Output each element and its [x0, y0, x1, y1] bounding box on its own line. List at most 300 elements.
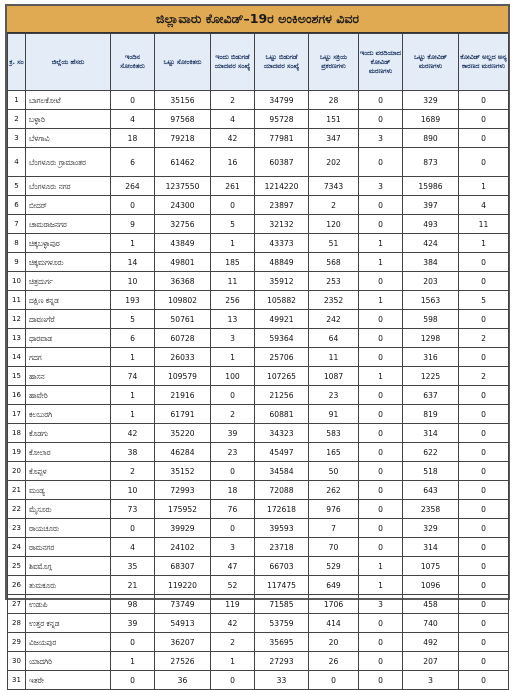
table-row	[8, 671, 509, 690]
cell-active-cases: 23	[309, 386, 359, 405]
cell-district-name: ದಕ್ಷಿಣ ಕನ್ನಡ	[26, 291, 111, 310]
cell-total-deaths: 740	[403, 614, 459, 633]
cell-today-cases: 1	[111, 405, 155, 424]
cell-total-cases: 46284	[155, 443, 211, 462]
cell-today-cases: 74	[111, 367, 155, 386]
cell-today-discharged: 42	[211, 614, 255, 633]
cell-active-cases: 120	[309, 215, 359, 234]
cell-today-deaths: 0	[359, 614, 403, 633]
cell-today-cases: 39	[111, 614, 155, 633]
cell-total-discharged: 35695	[255, 633, 309, 652]
cell-district-name: ಬಳ್ಳಾರಿ	[26, 110, 111, 129]
cell-today-deaths: 0	[359, 481, 403, 500]
cell-active-cases: 253	[309, 272, 359, 291]
cell-total-cases: 97568	[155, 110, 211, 129]
cell-total-deaths: 15986	[403, 177, 459, 196]
cell-non-covid-deaths: 0	[459, 481, 509, 500]
cell-today-cases: 1	[111, 386, 155, 405]
cell-non-covid-deaths: 0	[459, 272, 509, 291]
cell-today-deaths: 3	[359, 595, 403, 614]
cell-total-deaths: 329	[403, 519, 459, 538]
table-row	[8, 576, 509, 595]
cell-today-cases: 0	[111, 671, 155, 690]
cell-today-deaths: 0	[359, 348, 403, 367]
cell-today-deaths: 0	[359, 671, 403, 690]
cell-active-cases: 414	[309, 614, 359, 633]
cell-today-deaths: 1	[359, 234, 403, 253]
cell-active-cases: 7343	[309, 177, 359, 196]
cell-non-covid-deaths: 0	[459, 595, 509, 614]
cell-today-deaths: 1	[359, 557, 403, 576]
cell-non-covid-deaths: 2	[459, 329, 509, 348]
cell-total-cases: 24300	[155, 196, 211, 215]
cell-active-cases: 649	[309, 576, 359, 595]
cell-today-discharged: 0	[211, 386, 255, 405]
cell-district-name: ಬೆಳಗಾವಿ	[26, 129, 111, 148]
cell-total-deaths: 890	[403, 129, 459, 148]
cell-district-name: ಧಾರವಾಡ	[26, 329, 111, 348]
cell-non-covid-deaths: 11	[459, 215, 509, 234]
cell-total-deaths: 2358	[403, 500, 459, 519]
cell-total-discharged: 1214220	[255, 177, 309, 196]
cell-total-discharged: 35912	[255, 272, 309, 291]
cell-total-discharged: 60387	[255, 148, 309, 177]
cell-total-cases: 35152	[155, 462, 211, 481]
cell-total-deaths: 314	[403, 424, 459, 443]
cell-today-deaths: 3	[359, 177, 403, 196]
cell-today-deaths: 1	[359, 291, 403, 310]
stats-table-frame	[5, 4, 510, 685]
cell-non-covid-deaths: 0	[459, 386, 509, 405]
col-header-today-discharged: ಇಂದು ಬಿಡುಗಡೆ ಯಾದವರ ಸಂಖ್ಯೆ	[211, 34, 255, 91]
cell-total-discharged: 117475	[255, 576, 309, 595]
cell-today-discharged: 16	[211, 148, 255, 177]
cell-today-deaths: 0	[359, 148, 403, 177]
cell-non-covid-deaths: 0	[459, 348, 509, 367]
cell-today-discharged: 2	[211, 91, 255, 110]
cell-today-cases: 1	[111, 348, 155, 367]
cell-total-cases: 1237550	[155, 177, 211, 196]
cell-total-cases: 35220	[155, 424, 211, 443]
cell-serial: 7	[8, 215, 26, 234]
cell-total-cases: 68307	[155, 557, 211, 576]
table-row	[8, 291, 509, 310]
cell-active-cases: 50	[309, 462, 359, 481]
cell-total-deaths: 316	[403, 348, 459, 367]
cell-district-name: ದಾವಣಗೆರೆ	[26, 310, 111, 329]
cell-district-name: ರಾಯಚೂರು	[26, 519, 111, 538]
cell-serial: 19	[8, 443, 26, 462]
cell-total-cases: 39929	[155, 519, 211, 538]
cell-serial: 26	[8, 576, 26, 595]
table-row	[8, 329, 509, 348]
cell-today-discharged: 1	[211, 234, 255, 253]
table-row	[8, 367, 509, 386]
cell-today-cases: 264	[111, 177, 155, 196]
cell-today-cases: 0	[111, 196, 155, 215]
cell-district-name: ಕಲಬುರಗಿ	[26, 405, 111, 424]
cell-total-discharged: 49921	[255, 310, 309, 329]
col-header-total-discharged: ಒಟ್ಟು ಬಿಡುಗಡೆ ಯಾದವರ ಸಂಖ್ಯೆ	[255, 34, 309, 91]
cell-serial: 25	[8, 557, 26, 576]
cell-non-covid-deaths: 0	[459, 310, 509, 329]
cell-district-name: ಬಾಗಲಕೋಟೆ	[26, 91, 111, 110]
cell-non-covid-deaths: 0	[459, 424, 509, 443]
cell-today-cases: 4	[111, 110, 155, 129]
cell-total-discharged: 77981	[255, 129, 309, 148]
cell-district-name: ಶಿವಮೊಗ್ಗ	[26, 557, 111, 576]
cell-today-discharged: 2	[211, 633, 255, 652]
cell-total-discharged: 45497	[255, 443, 309, 462]
cell-district-name: ಚಿಕ್ಕಬಳ್ಳಾಪುರ	[26, 234, 111, 253]
cell-active-cases: 2	[309, 196, 359, 215]
cell-today-discharged: 42	[211, 129, 255, 148]
cell-district-name: ಕೊಡಗು	[26, 424, 111, 443]
cell-today-deaths: 0	[359, 196, 403, 215]
cell-serial: 4	[8, 148, 26, 177]
cell-serial: 22	[8, 500, 26, 519]
cell-today-discharged: 0	[211, 519, 255, 538]
table-row	[8, 652, 509, 671]
cell-today-discharged: 100	[211, 367, 255, 386]
cell-today-cases: 42	[111, 424, 155, 443]
cell-active-cases: 20	[309, 633, 359, 652]
cell-total-discharged: 172618	[255, 500, 309, 519]
cell-today-discharged: 1	[211, 652, 255, 671]
cell-active-cases: 91	[309, 405, 359, 424]
cell-today-discharged: 39	[211, 424, 255, 443]
table-row	[8, 424, 509, 443]
cell-today-cases: 6	[111, 148, 155, 177]
cell-total-discharged: 59364	[255, 329, 309, 348]
cell-active-cases: 262	[309, 481, 359, 500]
table-title: ಜಿಲ್ಲಾವಾರು ಕೋವಿಡ್–19ರ ಅಂಕಿಅಂಶಗಳ ವಿವರ	[7, 6, 508, 33]
cell-serial: 21	[8, 481, 26, 500]
cell-active-cases: 26	[309, 652, 359, 671]
cell-total-discharged: 107265	[255, 367, 309, 386]
cell-today-discharged: 23	[211, 443, 255, 462]
cell-total-cases: 49801	[155, 253, 211, 272]
table-row	[8, 91, 509, 110]
cell-today-discharged: 261	[211, 177, 255, 196]
cell-active-cases: 583	[309, 424, 359, 443]
cell-total-deaths: 207	[403, 652, 459, 671]
table-row	[8, 595, 509, 614]
cell-today-cases: 5	[111, 310, 155, 329]
table-row	[8, 500, 509, 519]
cell-total-discharged: 105882	[255, 291, 309, 310]
cell-total-discharged: 34584	[255, 462, 309, 481]
cell-total-cases: 26033	[155, 348, 211, 367]
cell-today-discharged: 0	[211, 462, 255, 481]
cell-total-deaths: 637	[403, 386, 459, 405]
cell-today-cases: 1	[111, 234, 155, 253]
cell-total-cases: 79218	[155, 129, 211, 148]
cell-today-deaths: 0	[359, 652, 403, 671]
cell-total-discharged: 34323	[255, 424, 309, 443]
cell-non-covid-deaths: 0	[459, 91, 509, 110]
cell-today-deaths: 0	[359, 310, 403, 329]
cell-district-name: ರಾಮನಗರ	[26, 538, 111, 557]
cell-non-covid-deaths: 0	[459, 633, 509, 652]
table-row	[8, 310, 509, 329]
cell-district-name: ಮೈಸೂರು	[26, 500, 111, 519]
cell-total-deaths: 819	[403, 405, 459, 424]
cell-serial: 6	[8, 196, 26, 215]
cell-serial: 17	[8, 405, 26, 424]
cell-today-discharged: 0	[211, 196, 255, 215]
district-stats-table	[7, 33, 509, 690]
col-header-district: ಜಿಲ್ಲೆಯ ಹೆಸರು	[26, 34, 111, 91]
cell-today-discharged: 3	[211, 538, 255, 557]
cell-total-deaths: 518	[403, 462, 459, 481]
cell-today-cases: 6	[111, 329, 155, 348]
cell-total-discharged: 39593	[255, 519, 309, 538]
cell-today-cases: 38	[111, 443, 155, 462]
table-row	[8, 234, 509, 253]
cell-active-cases: 529	[309, 557, 359, 576]
cell-today-discharged: 18	[211, 481, 255, 500]
cell-total-discharged: 23897	[255, 196, 309, 215]
table-row	[8, 386, 509, 405]
cell-total-deaths: 492	[403, 633, 459, 652]
col-header-today-deaths: ಇಂದು ವರದಿಯಾದ ಕೋವಿಡ್ ಮರಣಗಳು	[359, 34, 403, 91]
cell-serial: 28	[8, 614, 26, 633]
cell-total-deaths: 622	[403, 443, 459, 462]
table-row	[8, 129, 509, 148]
cell-non-covid-deaths: 0	[459, 253, 509, 272]
cell-non-covid-deaths: 0	[459, 148, 509, 177]
cell-serial: 27	[8, 595, 26, 614]
cell-total-deaths: 1563	[403, 291, 459, 310]
cell-non-covid-deaths: 0	[459, 405, 509, 424]
cell-district-name: ಇತರೇ	[26, 671, 111, 690]
cell-total-discharged: 32132	[255, 215, 309, 234]
cell-total-discharged: 72088	[255, 481, 309, 500]
cell-active-cases: 28	[309, 91, 359, 110]
cell-total-cases: 73749	[155, 595, 211, 614]
cell-total-discharged: 34799	[255, 91, 309, 110]
cell-district-name: ಚಿತ್ರದುರ್ಗ	[26, 272, 111, 291]
cell-today-cases: 4	[111, 538, 155, 557]
cell-non-covid-deaths: 5	[459, 291, 509, 310]
cell-non-covid-deaths: 0	[459, 538, 509, 557]
cell-district-name: ಚಾಮರಾಜನಗರ	[26, 215, 111, 234]
cell-total-deaths: 203	[403, 272, 459, 291]
cell-today-cases: 35	[111, 557, 155, 576]
table-row	[8, 557, 509, 576]
cell-serial: 11	[8, 291, 26, 310]
cell-non-covid-deaths: 1	[459, 177, 509, 196]
cell-district-name: ತುಮಕೂರು	[26, 576, 111, 595]
cell-serial: 9	[8, 253, 26, 272]
cell-today-cases: 193	[111, 291, 155, 310]
cell-serial: 2	[8, 110, 26, 129]
cell-total-cases: 36368	[155, 272, 211, 291]
table-row	[8, 148, 509, 177]
cell-total-cases: 175952	[155, 500, 211, 519]
cell-total-cases: 43849	[155, 234, 211, 253]
cell-total-cases: 119220	[155, 576, 211, 595]
cell-today-discharged: 76	[211, 500, 255, 519]
cell-today-discharged: 0	[211, 671, 255, 690]
cell-district-name: ಉತ್ತರ ಕನ್ನಡ	[26, 614, 111, 633]
cell-serial: 14	[8, 348, 26, 367]
cell-total-deaths: 458	[403, 595, 459, 614]
cell-district-name: ಬೆಂಗಳೂರು ಗ್ರಾಮಾಂತರ	[26, 148, 111, 177]
cell-today-cases: 1	[111, 652, 155, 671]
cell-active-cases: 1087	[309, 367, 359, 386]
cell-active-cases: 64	[309, 329, 359, 348]
cell-non-covid-deaths: 0	[459, 519, 509, 538]
cell-non-covid-deaths: 0	[459, 110, 509, 129]
table-row	[8, 481, 509, 500]
cell-non-covid-deaths: 0	[459, 443, 509, 462]
cell-serial: 16	[8, 386, 26, 405]
cell-serial: 29	[8, 633, 26, 652]
cell-total-discharged: 21256	[255, 386, 309, 405]
cell-today-cases: 18	[111, 129, 155, 148]
cell-today-discharged: 52	[211, 576, 255, 595]
cell-serial: 12	[8, 310, 26, 329]
cell-today-deaths: 0	[359, 462, 403, 481]
table-row	[8, 272, 509, 291]
cell-today-discharged: 3	[211, 329, 255, 348]
cell-non-covid-deaths: 0	[459, 614, 509, 633]
cell-total-cases: 72993	[155, 481, 211, 500]
cell-serial: 31	[8, 671, 26, 690]
cell-non-covid-deaths: 0	[459, 557, 509, 576]
cell-total-discharged: 23718	[255, 538, 309, 557]
cell-total-discharged: 95728	[255, 110, 309, 129]
cell-active-cases: 568	[309, 253, 359, 272]
cell-total-cases: 21916	[155, 386, 211, 405]
table-row	[8, 196, 509, 215]
cell-today-discharged: 47	[211, 557, 255, 576]
cell-non-covid-deaths: 2	[459, 367, 509, 386]
cell-non-covid-deaths: 0	[459, 576, 509, 595]
cell-district-name: ಕೊಪ್ಪಳ	[26, 462, 111, 481]
table-row	[8, 215, 509, 234]
cell-total-cases: 60728	[155, 329, 211, 348]
cell-today-deaths: 0	[359, 519, 403, 538]
cell-active-cases: 202	[309, 148, 359, 177]
table-row	[8, 614, 509, 633]
col-header-total-cases: ಒಟ್ಟು ಸೋಂಕಿತರು	[155, 34, 211, 91]
cell-total-cases: 36207	[155, 633, 211, 652]
table-row	[8, 443, 509, 462]
cell-serial: 24	[8, 538, 26, 557]
cell-district-name: ಹಾವೇರಿ	[26, 386, 111, 405]
cell-total-deaths: 873	[403, 148, 459, 177]
table-row	[8, 633, 509, 652]
cell-district-name: ಯಾದಗಿರಿ	[26, 652, 111, 671]
cell-total-deaths: 1225	[403, 367, 459, 386]
cell-serial: 20	[8, 462, 26, 481]
cell-total-deaths: 384	[403, 253, 459, 272]
cell-today-deaths: 0	[359, 405, 403, 424]
cell-today-deaths: 0	[359, 386, 403, 405]
cell-non-covid-deaths: 1	[459, 234, 509, 253]
cell-total-cases: 27526	[155, 652, 211, 671]
cell-today-cases: 0	[111, 633, 155, 652]
cell-today-deaths: 1	[359, 367, 403, 386]
cell-today-discharged: 1	[211, 348, 255, 367]
col-header-total-deaths: ಒಟ್ಟು ಕೋವಿಡ್ ಮರಣಗಳು	[403, 34, 459, 91]
cell-active-cases: 70	[309, 538, 359, 557]
cell-non-covid-deaths: 0	[459, 500, 509, 519]
cell-total-deaths: 1298	[403, 329, 459, 348]
cell-total-discharged: 71585	[255, 595, 309, 614]
cell-active-cases: 51	[309, 234, 359, 253]
cell-today-cases: 73	[111, 500, 155, 519]
cell-total-cases: 24102	[155, 538, 211, 557]
cell-today-deaths: 0	[359, 110, 403, 129]
table-row	[8, 348, 509, 367]
cell-district-name: ಬೀದರ್	[26, 196, 111, 215]
cell-total-discharged: 53759	[255, 614, 309, 633]
cell-total-deaths: 329	[403, 91, 459, 110]
cell-non-covid-deaths: 0	[459, 671, 509, 690]
cell-non-covid-deaths: 0	[459, 462, 509, 481]
cell-today-cases: 0	[111, 519, 155, 538]
cell-non-covid-deaths: 0	[459, 652, 509, 671]
cell-active-cases: 976	[309, 500, 359, 519]
cell-total-deaths: 493	[403, 215, 459, 234]
cell-serial: 3	[8, 129, 26, 148]
cell-today-deaths: 0	[359, 538, 403, 557]
cell-today-cases: 10	[111, 272, 155, 291]
cell-serial: 15	[8, 367, 26, 386]
cell-total-deaths: 424	[403, 234, 459, 253]
cell-serial: 1	[8, 91, 26, 110]
cell-today-deaths: 0	[359, 424, 403, 443]
cell-active-cases: 165	[309, 443, 359, 462]
cell-district-name: ಕೋಲಾರ	[26, 443, 111, 462]
cell-today-discharged: 2	[211, 405, 255, 424]
cell-total-deaths: 1096	[403, 576, 459, 595]
cell-total-deaths: 397	[403, 196, 459, 215]
cell-today-discharged: 5	[211, 215, 255, 234]
cell-total-cases: 35156	[155, 91, 211, 110]
cell-total-discharged: 43373	[255, 234, 309, 253]
cell-today-discharged: 119	[211, 595, 255, 614]
cell-district-name: ಹಾಸನ	[26, 367, 111, 386]
cell-active-cases: 11	[309, 348, 359, 367]
cell-today-cases: 10	[111, 481, 155, 500]
cell-total-cases: 109802	[155, 291, 211, 310]
cell-active-cases: 347	[309, 129, 359, 148]
cell-today-discharged: 256	[211, 291, 255, 310]
table-row	[8, 405, 509, 424]
cell-total-cases: 61791	[155, 405, 211, 424]
cell-district-name: ಉಡುಪಿ	[26, 595, 111, 614]
cell-serial: 18	[8, 424, 26, 443]
cell-total-cases: 36	[155, 671, 211, 690]
cell-non-covid-deaths: 4	[459, 196, 509, 215]
cell-serial: 13	[8, 329, 26, 348]
cell-today-discharged: 4	[211, 110, 255, 129]
cell-total-deaths: 314	[403, 538, 459, 557]
cell-total-deaths: 598	[403, 310, 459, 329]
cell-serial: 23	[8, 519, 26, 538]
cell-district-name: ಬೆಂಗಳೂರು ನಗರ	[26, 177, 111, 196]
cell-today-discharged: 11	[211, 272, 255, 291]
cell-total-deaths: 1689	[403, 110, 459, 129]
cell-total-discharged: 48849	[255, 253, 309, 272]
cell-serial: 5	[8, 177, 26, 196]
cell-today-deaths: 3	[359, 129, 403, 148]
